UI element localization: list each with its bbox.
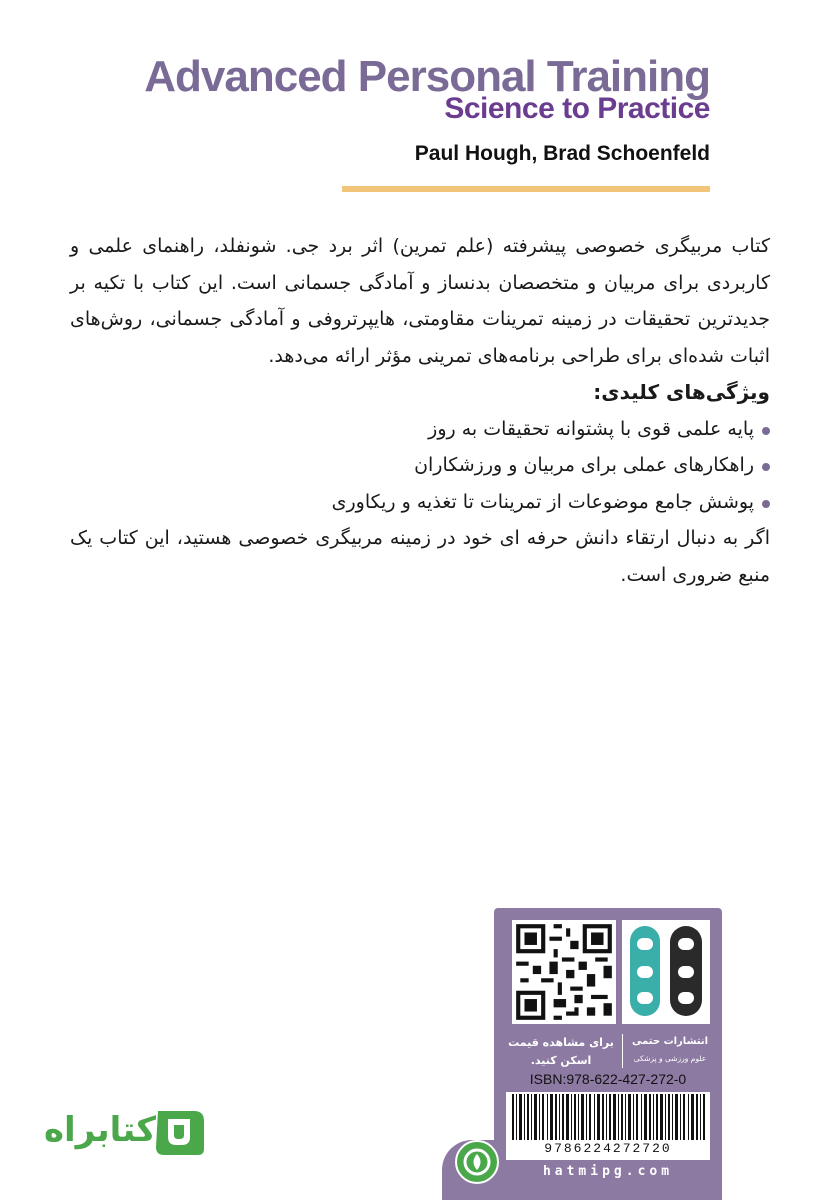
barcode-digits: 9786224272720 [506, 1141, 710, 1156]
barcode [506, 1092, 710, 1160]
scan-price-line1: برای مشاهده قیمت [508, 1036, 614, 1049]
barcode-panel [494, 1090, 722, 1200]
publisher-website[interactable]: hatmipg.com [542, 1164, 674, 1179]
qr-code[interactable] [512, 920, 616, 1024]
store-logo [150, 1105, 210, 1159]
bookmark-icon [150, 1105, 210, 1159]
publisher-logo-icon [622, 920, 710, 1024]
closing-paragraph: اگر به دنبال ارتقاء دانش حرفه ای خود در زمینه مربیگری خصوصی هستید، این کتاب یک منبع ضروری است. [70, 527, 770, 586]
publisher-tagline: علوم ورزشی و پزشکی [633, 1054, 707, 1063]
features-title: ویژگی‌های کلیدی: [593, 380, 770, 404]
feature-item: پایه علمی قوی با پشتوانه تحقیقات به روز [70, 411, 770, 448]
isbn-text: ISBN:978-622-427-272-0 [529, 1071, 687, 1087]
feature-item: راهکارهای عملی برای مربیان و ورزشکاران [70, 447, 770, 484]
description-block [70, 228, 770, 593]
intro-paragraph: کتاب مربیگری خصوصی پیشرفته (علم تمرین) اثر برد جی. شونفلد، راهنمای علمی و کاربردی برای مربیان و متخصصان بدنساز و آمادگی جسمانی است. این کتاب با تکیه بر جدیدترین تحقیقات در زمینه تمرینات مقاومتی، هایپرتروفی و آمادگی جسمانی، روش‌های اثبات شده‌ای برای طراحی برنامه‌های تمرینی مؤثر ارائه می‌دهد. [70, 235, 770, 367]
features-list [70, 411, 770, 521]
divider-rule [342, 186, 710, 192]
scan-price-line2: اسکن کنید. [530, 1054, 592, 1067]
publisher-round-logo [455, 1140, 499, 1184]
publisher-logo [622, 920, 710, 1024]
book-subtitle: Science to Practice [444, 92, 710, 125]
feature-item: پوشش جامع موضوعات از تمرینات تا تغذیه و ریکاوری [70, 484, 770, 521]
panel-separator [622, 1034, 623, 1068]
book-authors: Paul Hough, Brad Schoenfeld [414, 142, 710, 165]
store-name: کتابراه [43, 1110, 157, 1150]
book-title: Advanced Personal Training [144, 52, 710, 101]
publisher-name: انتشارات حتمی [631, 1036, 709, 1047]
leaf-logo-icon [457, 1142, 497, 1182]
qr-code-icon [512, 920, 616, 1024]
